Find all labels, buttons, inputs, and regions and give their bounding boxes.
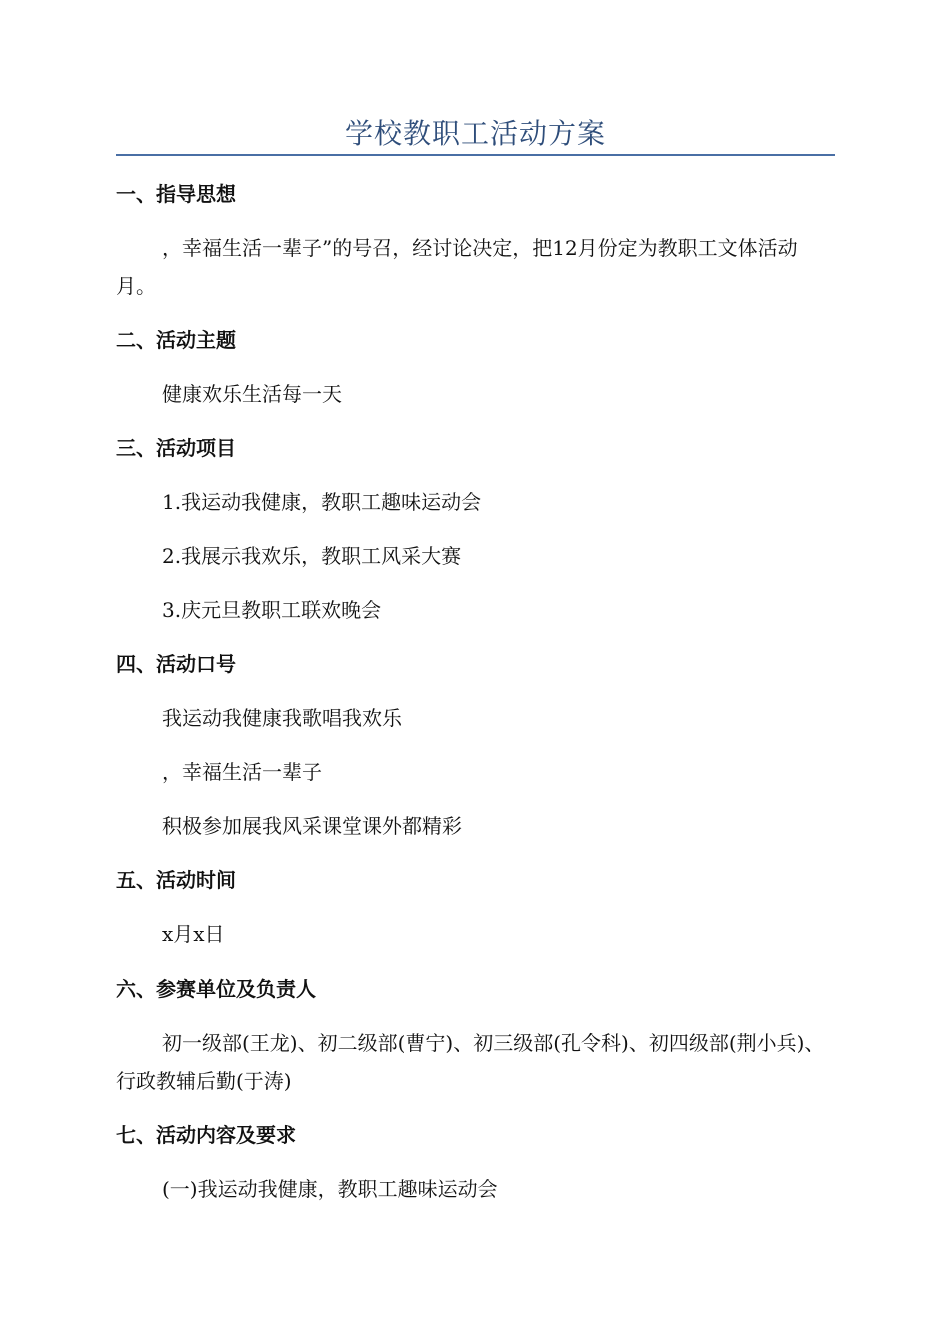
section-heading-5: 五、活动时间 — [116, 868, 236, 892]
title-underline — [116, 154, 835, 156]
document-title: 学校教职工活动方案 — [344, 117, 606, 150]
section-2-paragraph-1: 健康欢乐生活每一天 — [162, 382, 342, 406]
section-4-paragraph-1: 我运动我健康我歌唱我欢乐 — [162, 706, 402, 730]
section-heading-7: 七、活动内容及要求 — [116, 1123, 296, 1147]
section-heading-2: 二、活动主题 — [116, 328, 236, 352]
section-heading-4: 四、活动口号 — [116, 652, 236, 676]
section-5-paragraph-1: x月x日 — [162, 922, 225, 946]
document-page — [116, 0, 835, 1344]
section-7-paragraph-1: (一)我运动我健康，教职工趣味运动会 — [162, 1177, 498, 1201]
section-heading-6: 六、参赛单位及负责人 — [116, 977, 316, 1001]
section-4-paragraph-3: 积极参加展我风采课堂课外都精彩 — [162, 814, 462, 838]
section-heading-1: 一、指导思想 — [116, 182, 236, 206]
section-4-paragraph-2: ，幸福生活一辈子 — [162, 760, 322, 784]
section-3-paragraph-1: 1.我运动我健康，教职工趣味运动会 — [162, 490, 482, 514]
section-6-paragraph-1: 初一级部(王龙)、初二级部(曹宁)、初三级部(孔令科)、初四级部(荆小兵)、行政教辅后勤(于涛) — [116, 1031, 825, 1093]
section-3-paragraph-2: 2.我展示我欢乐，教职工风采大赛 — [162, 544, 462, 568]
section-1-paragraph-1: ，幸福生活一辈子”的号召，经讨论决定，把12月份定为教职工文体活动月。 — [116, 236, 798, 298]
section-3-paragraph-3: 3.庆元旦教职工联欢晚会 — [162, 598, 382, 622]
section-heading-3: 三、活动项目 — [116, 436, 236, 460]
